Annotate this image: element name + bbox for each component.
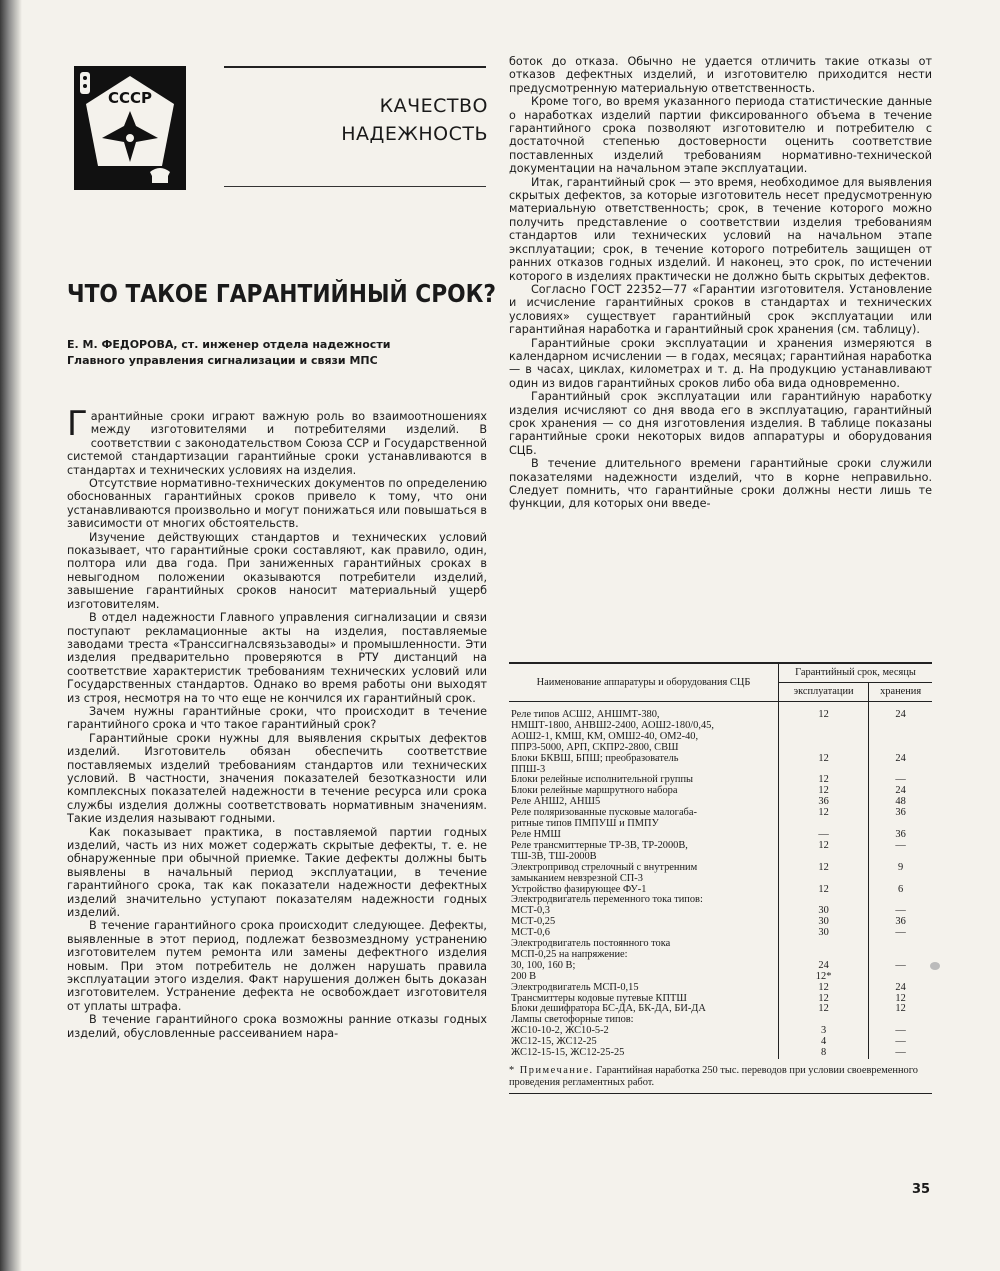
right-column	[509, 55, 932, 511]
table-cell-name: МСП-0,25 на напряжение:	[511, 948, 628, 960]
header-storage: хранения	[869, 683, 932, 702]
book-spine-shadow	[0, 0, 22, 1271]
table-row	[509, 895, 932, 906]
table-cell-storage: —	[869, 906, 932, 917]
table-cell-exploitation: 12	[779, 885, 869, 896]
table-cell-name: Реле АНШ2, АНШ5	[511, 796, 601, 808]
table-cell-exploitation	[779, 732, 869, 743]
paragraph: Кроме того, во время указанного периода статистические данные о наработках изделий партии фиксированного объема в течение гарантийного срока позволяют изготовителю и потребителю с достаточной степенью достоверности оценить соответствие поставленных изделий требованиям нормативно-технической документации на начальном этапе эксплуатации.	[509, 95, 932, 176]
table-cell-name: Блоки дешифратора БС-ДА, БК-ДА, БИ-ДА	[511, 1003, 706, 1015]
table-cell-name: ритные типов ПМПУШ и ПМПУ	[511, 818, 659, 830]
table-cell-name: ППШ-3	[511, 763, 546, 775]
paragraph: В течение гарантийного срока происходит следующее. Дефекты, выявленные в этот период, подлежат безвозмездному устранению изготовителем путем ремонта или замены дефектного изделия новым. При этом потребитель не должен нарушать правила эксплуатации этого изделия. Факт нарушения должен быть доказан изготовителем. Устранение дефекта не освобождает изготовителя от уплаты штрафа.	[67, 919, 487, 1013]
header-name: Наименование аппаратуры и оборудования СЦБ	[509, 663, 779, 702]
byline-author: Е. М. ФЕДОРОВА, ст. инженер отдела надежности	[67, 338, 391, 351]
table-cell-name: АОШ2-1, КМШ, КМ, ОМШ2-40, ОМ2-40,	[511, 730, 699, 742]
table-cell-exploitation: 24	[779, 961, 869, 972]
table-cell-name: Электродвигатель МСП-0,15	[511, 981, 639, 993]
logo-text: СССР	[107, 89, 153, 107]
table-cell-exploitation: 4	[779, 1037, 869, 1048]
table-cell-name: ЖС12-15, ЖС12-25	[511, 1036, 597, 1048]
paragraph: Изучение действующих стандартов и технических условий показывает, что гарантийные сроки составляют, как правило, один, полтора или два года. При заниженных гарантийных сроках в невыгодном положении оказываются потребители изделий, завышение гарантийных сроков наносит материальный ущерб изготовителям.	[67, 530, 487, 611]
table-cell-exploitation: 12	[779, 775, 869, 786]
table-cell-storage: 24	[869, 710, 932, 721]
table-cell-name: ЖС12-15-15, ЖС12-25-25	[511, 1047, 625, 1059]
table-cell-exploitation: 12	[779, 863, 869, 874]
table-row	[509, 819, 932, 830]
table-cell-storage: 36	[869, 830, 932, 841]
table-cell-name: МСТ-0,3	[511, 905, 550, 917]
table-cell-name: 200 В	[511, 970, 537, 982]
table-row	[509, 917, 932, 928]
paragraph: Гарантийный срок эксплуатации или гарантийную наработку изделия исчисляют со дня ввода его в эксплуатацию, гарантийный срок хранения — со дня изготовления изделия. В таблице показаны гарантийные сроки некоторых видов аппаратуры и оборудования СЦБ.	[509, 390, 932, 457]
table-cell-storage	[869, 732, 932, 743]
telephone-icon	[150, 168, 170, 183]
table-cell-storage: 6	[869, 885, 932, 896]
table-cell-exploitation: 12	[779, 754, 869, 765]
page-number: 35	[912, 1182, 931, 1197]
table-cell-storage: —	[869, 1037, 932, 1048]
paragraph: В течение длительного времени гарантийные сроки служили показателями надежности изделий, что в корне неправильно. Следует помнить, что гарантийные сроки должны нести лишь те функции, для которых они введе-	[509, 457, 932, 511]
table-cell-name: Блоки релейные маршрутного набора	[511, 785, 678, 797]
table-row	[509, 863, 932, 874]
top-rule	[224, 66, 486, 68]
table-cell-exploitation: 12	[779, 808, 869, 819]
ink-spot	[930, 962, 940, 970]
table-cell-name: 30, 100, 160 В;	[511, 959, 576, 971]
table-cell-name: ЖС10-10-2, ЖС10-5-2	[511, 1025, 609, 1037]
table-cell-storage: —	[869, 961, 932, 972]
table-cell-exploitation	[779, 743, 869, 754]
table-cell-name: ТШ-3В, ТШ-2000В	[511, 850, 597, 862]
table-cell-exploitation: 12	[779, 710, 869, 721]
table-cell-exploitation: 12	[779, 983, 869, 994]
section-rubric	[300, 92, 488, 148]
table-row	[509, 754, 932, 765]
paragraph: боток до отказа. Обычно не удается отличить такие отказы от отказов дефектных изделий, и изготовителю приходится нести предусмотренную материальную ответственность.	[509, 55, 932, 95]
paragraph: В отдел надежности Главного управления сигнализации и связи поступают рекламационные акты на изделия, поставляемые заводами треста «Транссигналсвязьзаводы» и промышленности. Эти изделия предварительно проверяются в РТУ дистанций на соответствие характеристик требованиям технических условий или Государственных стандартов. Однако во время работы они выходят из строя, несмотря на то что еще не кончился их гарантийный срок.	[67, 611, 487, 705]
table-note	[509, 1065, 932, 1089]
paragraph: Как показывает практика, в поставляемой партии годных изделий, часть из них может содержать скрытые дефекты, т. е. не обнаруженные при обычной приемке. Такие дефекты должны быть выявлены в начальный период эксплуатации, в течение гарантийного срока, так как показатели надежности дефектных изделий значительно уступают показателям надежности годных изделий.	[67, 825, 487, 920]
table-cell-storage	[869, 743, 932, 754]
left-column	[67, 404, 487, 1040]
table-cell-storage: —	[869, 1048, 932, 1059]
table-cell-name: Электропривод стрелочный с внутренним	[511, 861, 698, 873]
table-cell-storage	[869, 939, 932, 950]
table-cell-storage: 12	[869, 994, 932, 1005]
paragraph: Согласно ГОСТ 22352—77 «Гарантии изготовителя. Установление и исчисление гарантийных сроков в стандартах и технических условиях» существует гарантийный срок эксплуатации или гарантийная наработка и гарантийный срок хранения (см. таблицу).	[509, 282, 932, 337]
drop-cap: Г	[67, 404, 88, 444]
table-cell-name: Блоки БКВШ, БПШ; преобразователь	[511, 752, 679, 764]
table-cell-exploitation: 36	[779, 797, 869, 808]
table-cell-storage: —	[869, 928, 932, 939]
table-cell-exploitation: 30	[779, 928, 869, 939]
table-cell-exploitation	[779, 939, 869, 950]
note-label: * Примечание.	[509, 1065, 594, 1076]
table-cell-name: Реле трансмиттерные ТР-3В, ТР-2000В,	[511, 839, 688, 851]
table-cell-exploitation: 12	[779, 1004, 869, 1015]
table-row	[509, 906, 932, 917]
table-cell-name: НМШТ-1800, АНВШ2-2400, АОШ2-180/0,45,	[511, 719, 714, 731]
paragraph: В течение гарантийного срока возможны ранние отказы годных изделий, обусловленные рассеиванием нара-	[67, 1013, 487, 1040]
header-exploitation: эксплуатации	[779, 683, 869, 702]
table-cell-name: Реле НМШ	[511, 828, 561, 840]
table-cell-name: Устройство фазирующее ФУ-1	[511, 883, 647, 895]
paragraph: Отсутствие нормативно-технических документов по определению обоснованных гарантийных сроков привело к тому, что они устанавливаются произвольно и могут понижаться или повышаться в зависимости от многих обстоятельств.	[67, 477, 487, 531]
paragraph: Итак, гарантийный срок — это время, необходимое для выявления скрытых дефектов, за которые изготовитель несет предусмотренную материальную ответственность; срок, в течение которого можно получить представление о соответствии изделия требованиям стандартов или технических условий на начальном этапе эксплуатации; срок, в течение которого потребитель защищен от ранних отказов годных изделий. И наконец, это срок, по истечении которого в изделиях практически не должно быть скрытых дефектов.	[509, 175, 932, 283]
table-cell-exploitation: 8	[779, 1048, 869, 1059]
warranty-table	[509, 662, 932, 1094]
table-cell-name: МСТ-0,6	[511, 927, 550, 939]
table-row	[509, 743, 932, 754]
table-cell-name: МСТ-0,25	[511, 916, 556, 928]
table-row	[509, 961, 932, 972]
table-cell-exploitation: 30	[779, 917, 869, 928]
table-cell-exploitation	[779, 874, 869, 885]
table-cell-exploitation: 3	[779, 1026, 869, 1037]
paragraph: Зачем нужны гарантийные сроки, что происходит в течение гарантийного срока и что такое гарантийный срок?	[67, 704, 487, 732]
quality-mark-logo	[74, 66, 186, 190]
table-cell-name: Блоки релейные исполнительной группы	[511, 774, 694, 786]
table-cell-storage: 24	[869, 754, 932, 765]
table-cell-name: Лампы светофорные типов:	[511, 1014, 634, 1026]
table-cell-name: Реле поляризованные пусковые малогаба-	[511, 807, 697, 819]
table-cell-exploitation: 12	[779, 841, 869, 852]
table-cell-exploitation: 12	[779, 786, 869, 797]
table-row	[509, 1048, 932, 1059]
table-cell-name: Реле типов АСШ2, АНШМТ-380,	[511, 709, 660, 720]
paragraph: Гарантийные сроки нужны для выявления скрытых дефектов изделий. Изготовитель обязан обеспечить соответствие поставляемых изделий требованиям стандартов или технических условий. В частности, значения показателей безотказности или комплексных показателей надежности в течение ресурса или срока службы изделия должны соответствовать нормативным значениям. Такие изделия называют годными.	[67, 731, 487, 826]
table-cell-name: Электродвигатель переменного тока типов:	[511, 894, 703, 906]
article-headline: ЧТО ТАКОЕ ГАРАНТИЙНЫЙ СРОК?	[67, 279, 497, 308]
table-cell-exploitation: 12	[779, 994, 869, 1005]
table-row	[509, 874, 932, 885]
table-cell-storage	[869, 721, 932, 732]
header-group: Гарантийный срок, месяцы	[779, 663, 933, 683]
table-row	[509, 983, 932, 994]
table-bottom-rule	[509, 1093, 932, 1094]
table-cell-exploitation: —	[779, 830, 869, 841]
byline	[67, 337, 487, 369]
table-cell-storage: 24	[869, 983, 932, 994]
table-cell-exploitation: 30	[779, 906, 869, 917]
paragraph: Гарантийные сроки играют важную роль во взаимоотношениях между изготовителями и потребителями изделий. В соответствии с законодательством Союза ССР и Государственной системой стандартизации гарантийные сроки устанавливаются в стандартах и технических условиях на изделия.	[67, 404, 487, 477]
note-text: Гарантийная наработка 250 тыс. переводов при условии своевременного проведения регламентных работ.	[509, 1065, 918, 1088]
table-cell-storage: 48	[869, 797, 932, 808]
table-cell-storage: 24	[869, 786, 932, 797]
table-cell-storage: 36	[869, 808, 932, 819]
table-cell-storage: 12	[869, 1004, 932, 1015]
table-cell-name: Трансмиттеры кодовые путевые КПТШ	[511, 992, 687, 1004]
paragraph: Гарантийные сроки эксплуатации и хранения измеряются в календарном исчислении — в годах, месяцах; гарантийная наработка — в часах, циклах, километрах и т. д. На продукцию устанавливают один из видов гарантийных сроков либо оба вида одновременно.	[509, 336, 932, 390]
rubric-rule	[224, 186, 486, 187]
table-cell-storage: 9	[869, 863, 932, 874]
table-cell-exploitation: 12*	[779, 972, 869, 983]
rubric-line-1: КАЧЕСТВО	[379, 95, 488, 117]
byline-affiliation: Главного управления сигнализации и связи МПС	[67, 354, 378, 367]
table-cell-name: Электродвигатель постоянного тока	[511, 938, 671, 950]
table-cell-storage: 36	[869, 917, 932, 928]
table-cell-name: замыканием невзрезной СП-3	[511, 872, 643, 884]
table-cell-storage: —	[869, 775, 932, 786]
table-cell-storage	[869, 874, 932, 885]
table-cell-storage: —	[869, 1026, 932, 1037]
table-cell-exploitation	[779, 721, 869, 732]
rubric-line-2: НАДЕЖНОСТЬ	[341, 123, 488, 145]
table-cell-name: ППР3-5000, АРП, СКПР2-2800, СВШ	[511, 741, 679, 753]
table-cell-storage: —	[869, 841, 932, 852]
